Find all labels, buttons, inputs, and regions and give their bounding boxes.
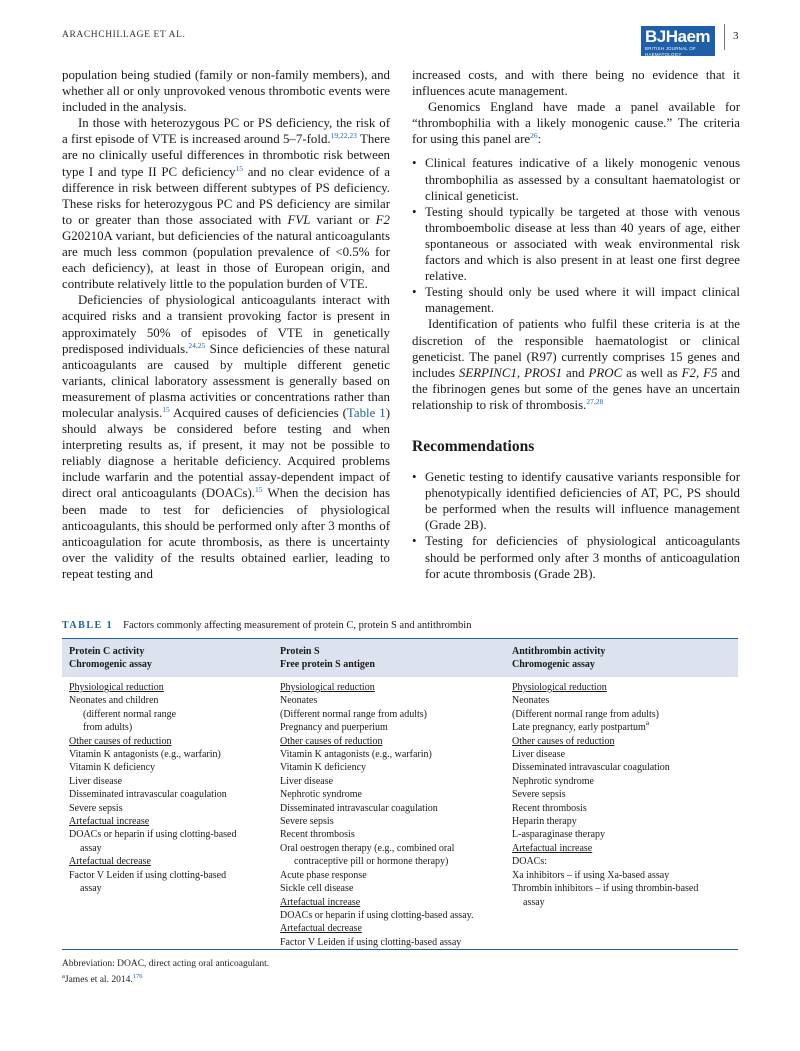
table-cell: Disseminated intravascular coagulation xyxy=(280,802,438,814)
table-cell: Nephrotic syndrome xyxy=(512,775,594,787)
table-cell: Severe sepsis xyxy=(280,816,334,828)
table-cell: Recent thrombosis xyxy=(512,802,587,814)
table-column-protein-c xyxy=(69,681,236,896)
list-item: • Testing should typically be targeted at those with venous thromboembolic disease at less than 40 years of age, either spontaneous or associated with weak environmental risk factors and which is also present in at least one first degree relative. xyxy=(412,204,740,284)
table-cell: DOACs or heparin if using clotting-based assay. xyxy=(280,909,474,921)
table-cell: Heparin therapy xyxy=(512,816,577,828)
table-cell: Thrombin inhibitors – if using thrombin-based xyxy=(512,883,699,895)
table-cell: Recent thrombosis xyxy=(280,829,355,841)
table-cell: Severe sepsis xyxy=(512,789,566,801)
table-cell: Artefactual increase xyxy=(512,842,593,854)
logo-sub-text: BRITISH JOURNAL OF HAEMATOLOGY xyxy=(645,46,696,57)
table-cell: assay xyxy=(523,896,545,908)
citation-link[interactable]: 15 xyxy=(235,163,244,173)
table-cell: Artefactual decrease xyxy=(280,923,362,935)
table-cell: Physiological reduction xyxy=(280,682,375,693)
table-cell: contraceptive pill or hormone therapy) xyxy=(294,856,449,868)
table-cell: Liver disease xyxy=(69,775,123,787)
citation-link[interactable]: 19,22,23 xyxy=(330,131,357,141)
table-cell: Vitamin K antagonists (e.g., warfarin) xyxy=(69,749,221,761)
table-cell: (Different normal range from adults) xyxy=(512,708,659,720)
table-cell: (Different normal range from adults) xyxy=(280,708,427,720)
table-cell: DOACs or heparin if using clotting-based xyxy=(69,829,237,841)
table-cell: Disseminated intravascular coagulation xyxy=(69,789,227,801)
table-cell: Factor V Leiden if using clotting-based xyxy=(69,869,227,881)
section-heading: Recommendations xyxy=(412,437,535,455)
table-cell: Other causes of reduction xyxy=(69,735,172,747)
table-cell: Artefactual increase xyxy=(69,816,150,828)
table-cell: assay xyxy=(80,883,102,895)
paragraph: increased costs, and with there being no evidence that it influences acute management. xyxy=(412,68,740,99)
table-cell: DOACs: xyxy=(512,856,548,868)
list-item: • Testing should only be used where it will impact clinical management. xyxy=(412,284,740,316)
table-cell: Vitamin K deficiency xyxy=(69,762,156,774)
left-column xyxy=(62,67,390,597)
paragraph: Deficiencies of physiological anticoagulants interact with acquired risks and a transient provoking factor is present in approximately 50% of episodes of VTE in genetically predisposed individuals.$^{24,25}$ Since deficiencies of these natural anticoagulants are caused by multiple different genetic variants, clinical laboratory assessment is generally based on measurement of plasma activities or concentrations rather than molecular analysis.$^{15}$ Acquired causes of deficiencies (Table 1) should always be considered before testing and when interpreting results as, if present, it may not be possible to reliably diagnose a heritable deficiency. Acquired problems include warfarin and the potential assay-dependent impact of direct oral anticoagulants (DOACs).$^{15}$ When the decision has been made to test for deficiencies of physiological anticoagulants, this should be performed only after 3 months of anticoagulation for acute thrombosis, as there is uncertainty over the validity of the results obtained earlier, leading to repeat testing and xyxy=(62,293,391,581)
table-cell: Pregnancy and puerperium xyxy=(280,722,388,734)
table-cell: Other causes of reduction xyxy=(512,735,615,747)
journal-logo xyxy=(641,26,715,56)
table-column-protein-s xyxy=(280,681,473,949)
data-table xyxy=(62,638,738,950)
table-cell: Sickle cell disease xyxy=(280,883,354,895)
table-caption xyxy=(62,620,471,631)
table-footnote-abbreviation: Abbreviation: DOAC, direct acting oral anticoagulant. xyxy=(62,959,270,969)
table-cell: Artefactual increase xyxy=(280,896,361,908)
running-head: ARACHCHILLAGE ET AL. xyxy=(62,30,186,40)
paragraph: Identification of patients who fulfil these criteria is at the discretion of the responsible haematologist or clinical geneticist. The panel (R97) currently comprises 15 genes and includes SERPINC1, PROS1 and PROC as well as F2, F5 and the fibrinogen genes but some of the genes have an uncertain relationship to risk of thrombosis.$^{27,28}$ xyxy=(412,317,740,412)
table-cell: Oral oestrogen therapy (e.g., combined oral xyxy=(280,842,455,854)
table-cell: Neonates and children xyxy=(69,695,159,707)
table-bottom-rule xyxy=(62,949,738,950)
list-item: • Genetic testing to identify causative variants responsible for phenotypically identified deficiencies of AT, PC, PS should be performed when the results will influence management (Grade 2B). xyxy=(412,469,740,533)
table-link[interactable]: Table 1 xyxy=(346,405,386,420)
criteria-list xyxy=(412,155,740,316)
table-cell: Neonates xyxy=(512,695,550,707)
table-cell: Neonates xyxy=(280,695,318,707)
table-cell: assay xyxy=(80,842,102,854)
table-cell: Acute phase response xyxy=(280,869,367,881)
table-caption-text: Factors commonly affecting measurement of protein C, protein S and antithrombin xyxy=(123,620,472,631)
table-header-cell: Protein S Free protein S antigen xyxy=(280,646,375,670)
table-cell: Vitamin K deficiency xyxy=(280,762,367,774)
table-label: TABLE 1 xyxy=(62,620,114,631)
table-cell: Xa inhibitors – if using Xa-based assay xyxy=(512,869,670,881)
table-cell: Artefactual decrease xyxy=(69,856,151,868)
citation-link[interactable]: 15 xyxy=(162,404,170,414)
citation-link[interactable]: 26 xyxy=(530,131,538,141)
table-cell: Late pregnancy, early postpartum$^a$ xyxy=(512,718,650,734)
table-cell: Other causes of reduction xyxy=(280,735,383,747)
right-column xyxy=(412,67,740,582)
page-number: 3 xyxy=(733,30,739,42)
table-header-row xyxy=(62,638,738,677)
table-header-cell: Antithrombin activity Chromogenic assay xyxy=(512,646,606,670)
table-cell: Physiological reduction xyxy=(69,682,164,693)
list-item: • Testing for deficiencies of physiological anticoagulants should be performed only after 3 months of anticoagulation for acute thrombosis (Grade 2B). xyxy=(412,533,740,581)
table-cell: Factor V Leiden if using clotting-based assay xyxy=(280,936,462,948)
table-cell: Liver disease xyxy=(280,775,334,787)
table-cell: Physiological reduction xyxy=(512,682,607,693)
table-cell: Severe sepsis xyxy=(69,802,123,814)
table-cell: Disseminated intravascular coagulation xyxy=(512,762,670,774)
table-cell: Nephrotic syndrome xyxy=(280,789,362,801)
logo-main-text: BJHaem xyxy=(645,27,711,46)
header-divider xyxy=(724,24,725,50)
table-footnote-a: $^a$James et al. 2014.$^{176}$ xyxy=(62,973,143,985)
citation-link[interactable]: 27,28 xyxy=(586,396,604,406)
paragraph: Genomics England have made a panel available for “thrombophilia with a likely monogenic cause.” The criteria for using this panel are$^{26}$: xyxy=(412,100,740,147)
citation-link[interactable]: 15 xyxy=(255,485,263,495)
table-cell: Vitamin K antagonists (e.g., warfarin) xyxy=(280,749,432,761)
table-cell: L-asparaginase therapy xyxy=(512,829,606,841)
recommendations-list xyxy=(412,469,740,582)
table-cell: (different normal range xyxy=(83,708,177,720)
table-header-cell: Protein C activity Chromogenic assay xyxy=(69,646,152,670)
list-item: • Clinical features indicative of a likely monogenic venous thrombophilia as assessed by a consultant haematologist or clinical geneticist. xyxy=(412,155,740,203)
paragraph: In those with heterozygous PC or PS deficiency, the risk of a first episode of VTE is increased around 5–7-fold.$^{19,22,23}$ There are no clinically useful differences in thrombotic risk between type I and type II PC deficiency$^{15}$ and no clear evidence of a difference in risk between different subtypes of PS deficiency. These risks for heterozygous PC and PS deficiency are similar to or greater than those associated with FVL variant or F2 G20210A variant, but deficiencies of the natural anticoagulants are much less common (population prevalence of <0.5% for each deficiency), at least in those of European origin, and contribute relatively little to the population burden of VTE. xyxy=(62,116,390,292)
citation-link[interactable]: 24,25 xyxy=(188,340,206,350)
footnote-marker: a xyxy=(645,718,650,728)
citation-link[interactable]: 176 xyxy=(132,973,143,980)
table-cell: from adults) xyxy=(83,722,133,734)
paragraph: population being studied (family or non-family members), and whether all or only unprovoked venous thrombotic events were included in the analysis. xyxy=(62,68,390,115)
table-cell: Liver disease xyxy=(512,749,566,761)
table-column-antithrombin xyxy=(512,681,698,909)
